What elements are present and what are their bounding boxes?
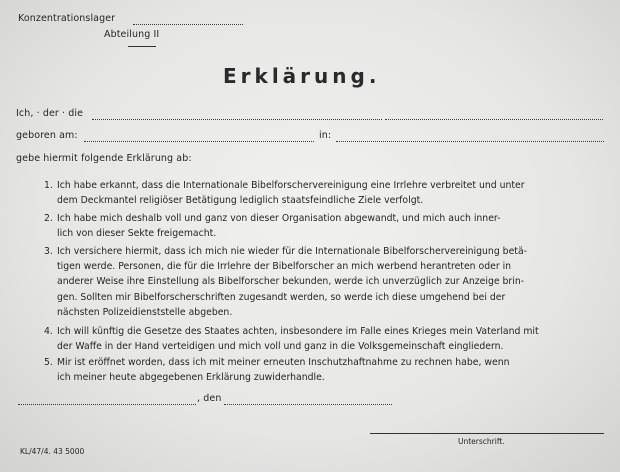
signature-line[interactable] <box>370 433 604 434</box>
birthdate-field[interactable] <box>84 141 314 142</box>
camp-name-line[interactable] <box>133 24 243 25</box>
item-line: Ich will künftig die Gesetze des Staates achten, insbesondere im Falle eines Krieges mein Vaterland mit <box>57 326 539 337</box>
item-line: der Waffe in der Hand verteidigen und mich voll und ganz in die Volksgemeinschaft eingliedern. <box>57 341 504 353</box>
declaration-item-2 <box>44 211 614 241</box>
place-field[interactable] <box>18 404 196 405</box>
item-number: 5. <box>44 357 53 368</box>
item-line: tigen werde. Personen, die für die Irrlehre der Bibelforscher an mich werbend herantreten oder in <box>57 261 512 273</box>
camp-label: Konzentrationslager <box>18 13 116 24</box>
item-line: lich von dieser Sekte freigemacht. <box>57 228 217 240</box>
item-line: Ich versichere hiermit, dass ich mich nie wieder für die Internationale Bibelforschervereinigung betä- <box>57 246 528 257</box>
item-number: 1. <box>44 180 53 191</box>
declaration-item-3 <box>44 244 614 320</box>
item-number: 4. <box>44 326 53 337</box>
division-label: Abteilung II <box>104 29 160 40</box>
item-number: 3. <box>44 246 53 257</box>
item-line: nächsten Polizeidienststelle abgeben. <box>57 306 233 318</box>
item-line: dem Deckmantel religiöser Betätigung lediglich staatsfeindliche Ziele verfolgt. <box>57 195 424 207</box>
declaration-item-5 <box>44 355 614 385</box>
date-label: , den <box>197 393 222 404</box>
declaration-item-4 <box>44 324 614 354</box>
declaration-item-1 <box>44 178 614 208</box>
item-line: Ich habe mich deshalb voll und ganz von dieser Organisation abgewandt, und mich auch inner- <box>57 213 501 224</box>
birthplace-field[interactable] <box>336 141 604 142</box>
item-line: Mir ist eröffnet worden, dass ich mit meiner erneuten Inschutzhaftnahme zu rechnen habe, wenn <box>57 357 510 368</box>
place-label: in: <box>319 130 332 141</box>
date-field[interactable] <box>224 404 392 405</box>
form-code: KL/47/4. 43 5000 <box>20 447 85 456</box>
page-title: Erklärung. <box>223 64 381 88</box>
item-number: 2. <box>44 213 53 224</box>
name-label: Ich, · der · die <box>16 108 84 119</box>
name-field-continued[interactable] <box>385 119 603 120</box>
item-line: anderer Weise ihre Einstellung als Bibelforscher bekunden, werde ich unverzüglich zur Anzeige brin- <box>57 276 525 288</box>
born-label: geboren am: <box>16 130 78 141</box>
item-line: Ich habe erkannt, dass die Internationale Bibelforschervereinigung eine Irrlehre verbreitet und unter <box>57 180 525 191</box>
item-line: gen. Sollten mir Bibelforscherschriften zugesandt werden, so werde ich diese umgehend bei der <box>57 291 506 303</box>
division-underline <box>128 46 156 47</box>
signature-label: Unterschrift. <box>458 437 505 446</box>
item-line: ich meiner heute abgegebenen Erklärung zuwiderhandle. <box>57 372 325 384</box>
name-field[interactable] <box>92 119 382 120</box>
intro-text: gebe hiermit folgende Erklärung ab: <box>16 153 192 164</box>
